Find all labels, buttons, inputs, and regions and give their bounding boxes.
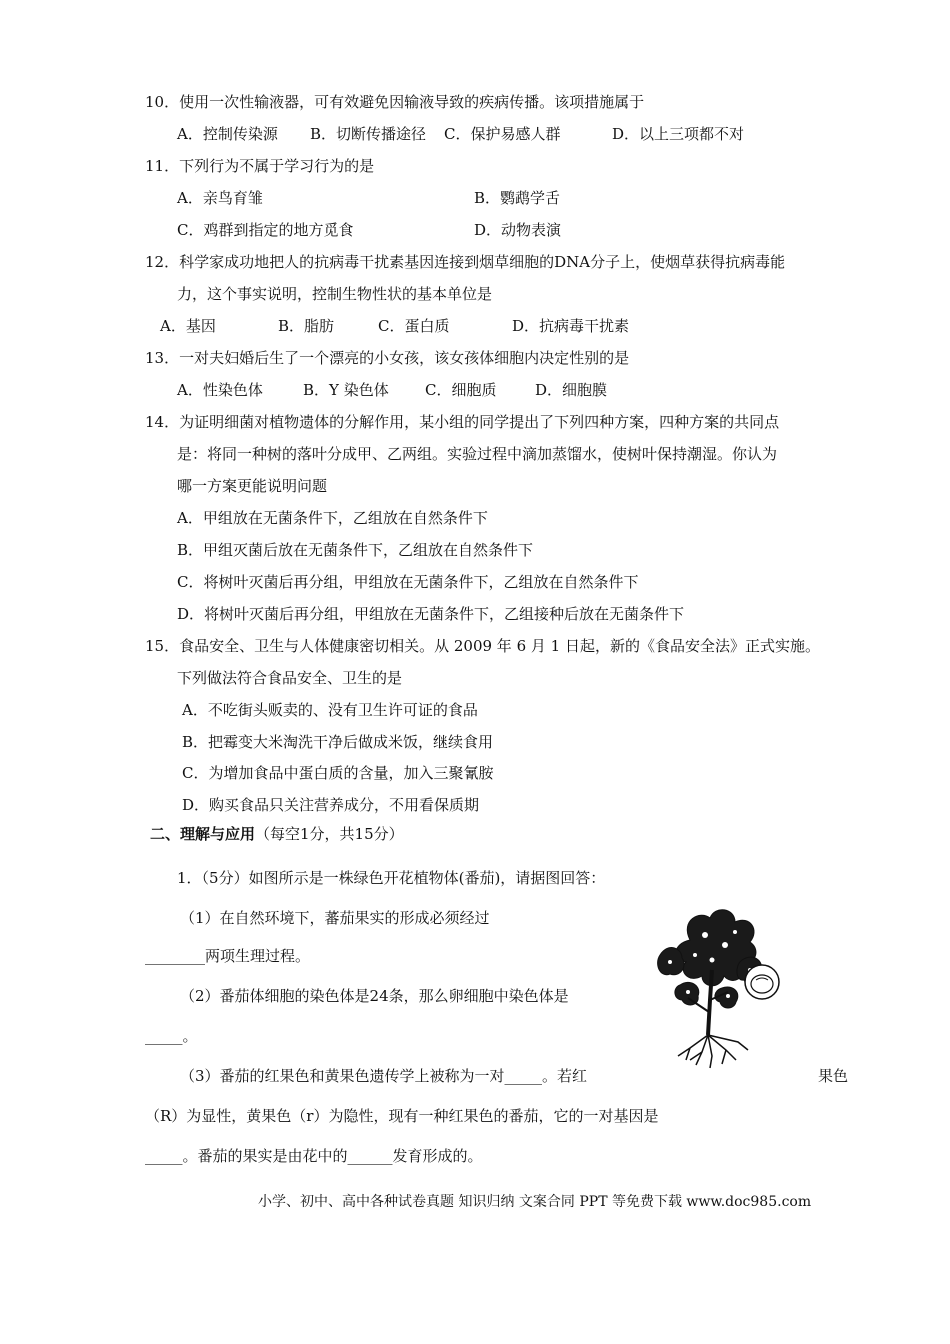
- q13-option-a: A．性染色体: [177, 381, 263, 399]
- q10-option-b: B．切断传播途径: [310, 125, 427, 143]
- q13-stem: 13．一对夫妇婚后生了一个漂亮的小女孩，该女孩体细胞内决定性别的是: [145, 349, 630, 367]
- p1-sub3-line2: （R）为显性，黄果色（r）为隐性，现有一种红果色的番茄，它的一对基因是: [145, 1107, 659, 1125]
- q11-option-a: A．亲鸟育雏: [177, 189, 263, 207]
- q14-option-a: A．甲组放在无菌条件下，乙组放在自然条件下: [177, 509, 488, 527]
- q13-option-d: D．细胞膜: [535, 381, 608, 399]
- q10-stem: 10．使用一次性输液器，可有效避免因输液导致的疾病传播。该项措施属于: [145, 93, 645, 111]
- q15-stem-line2: 下列做法符合食品安全、卫生的是: [177, 669, 403, 687]
- section2-heading: [150, 824, 404, 844]
- q10-option-c: C．保护易感人群: [444, 125, 561, 143]
- q15-option-b: B．把霉变大米淘洗干净后做成米饭，继续食用: [182, 733, 494, 751]
- q14-stem-line2: 是：将同一种树的落叶分成甲、乙两组。实验过程中滴加蒸馏水，使树叶保持潮湿。你认为: [177, 445, 778, 463]
- q15-stem-line1: 15．食品安全、卫生与人体健康密切相关。从 2009 年 6 月 1 日起，新的《食品安全法》正式实施。: [145, 637, 820, 655]
- q12-stem-line1: 12．科学家成功地把人的抗病毒干扰素基因连接到烟草细胞的DNA分子上，使烟草获得抗病毒能: [145, 253, 786, 271]
- q14-stem-line3: 哪一方案更能说明问题: [177, 477, 328, 495]
- q15-option-a: A．不吃街头贩卖的、没有卫生许可证的食品: [182, 701, 478, 719]
- q14-option-d: D．将树叶灭菌后再分组，甲组放在无菌条件下，乙组接种后放在无菌条件下: [177, 605, 685, 623]
- q11-option-b: B．鹦鹉学舌: [474, 189, 561, 207]
- p1-intro: 1．（5分）如图所示是一株绿色开花植物体(番茄)，请据图回答：: [177, 869, 606, 887]
- q11-option-c: C．鸡群到指定的地方觅食: [177, 221, 354, 239]
- q14-option-c: C．将树叶灭菌后再分组，甲组放在无菌条件下，乙组放在自然条件下: [177, 573, 639, 591]
- p1-sub1-line1: （1）在自然环境下，蕃茄果实的形成必须经过: [180, 909, 490, 927]
- q13-option-c: C．细胞质: [425, 381, 497, 399]
- p1-sub2-line2: _____。: [145, 1027, 198, 1045]
- q11-stem: 11．下列行为不属于学习行为的是: [145, 157, 375, 175]
- q12-option-c: C．蛋白质: [378, 317, 450, 335]
- q13-option-b: B．Y 染色体: [303, 381, 389, 399]
- q14-stem-line1: 14．为证明细菌对植物遗体的分解作用，某小组的同学提出了下列四种方案，四种方案的共同点: [145, 413, 780, 431]
- q15-option-c: C．为增加食品中蛋白质的含量，加入三聚氰胺: [182, 764, 494, 782]
- p1-sub2-line1: （2）番茄体细胞的染色体是24条，那么卵细胞中染色体是: [180, 987, 569, 1005]
- p1-sub3-line3: _____。番茄的果实是由花中的______发育形成的。: [145, 1147, 483, 1165]
- q10-option-a: A．控制传染源: [177, 125, 278, 143]
- q12-option-b: B．脂肪: [278, 317, 335, 335]
- tomato-plant-illustration: [650, 900, 780, 1070]
- p1-sub3-line1: （3）番茄的红果色和黄果色遗传学上被称为一对_____。若红: [180, 1067, 588, 1085]
- p1-sub1-line2: ________两项生理过程。: [145, 947, 311, 965]
- q10-option-d: D．以上三项都不对: [612, 125, 745, 143]
- section2-title: 二、理解与应用: [150, 825, 256, 843]
- section2-note: （每空1分，共15分）: [255, 825, 404, 843]
- q14-option-b: B．甲组灭菌后放在无菌条件下，乙组放在自然条件下: [177, 541, 534, 559]
- p1-sub3-line1-right: 果色: [818, 1067, 849, 1085]
- page-footer: 小学、初中、高中各种试卷真题 知识归纳 文案合同 PPT 等免费下载 www.doc985.com: [258, 1194, 812, 1210]
- q12-option-d: D．抗病毒干扰素: [512, 317, 630, 335]
- q11-option-d: D．动物表演: [474, 221, 562, 239]
- q12-stem-line2: 力，这个事实说明，控制生物性状的基本单位是: [177, 285, 493, 303]
- q15-option-d: D．购买食品只关注营养成分，不用看保质期: [182, 796, 480, 814]
- q12-option-a: A．基因: [160, 317, 216, 335]
